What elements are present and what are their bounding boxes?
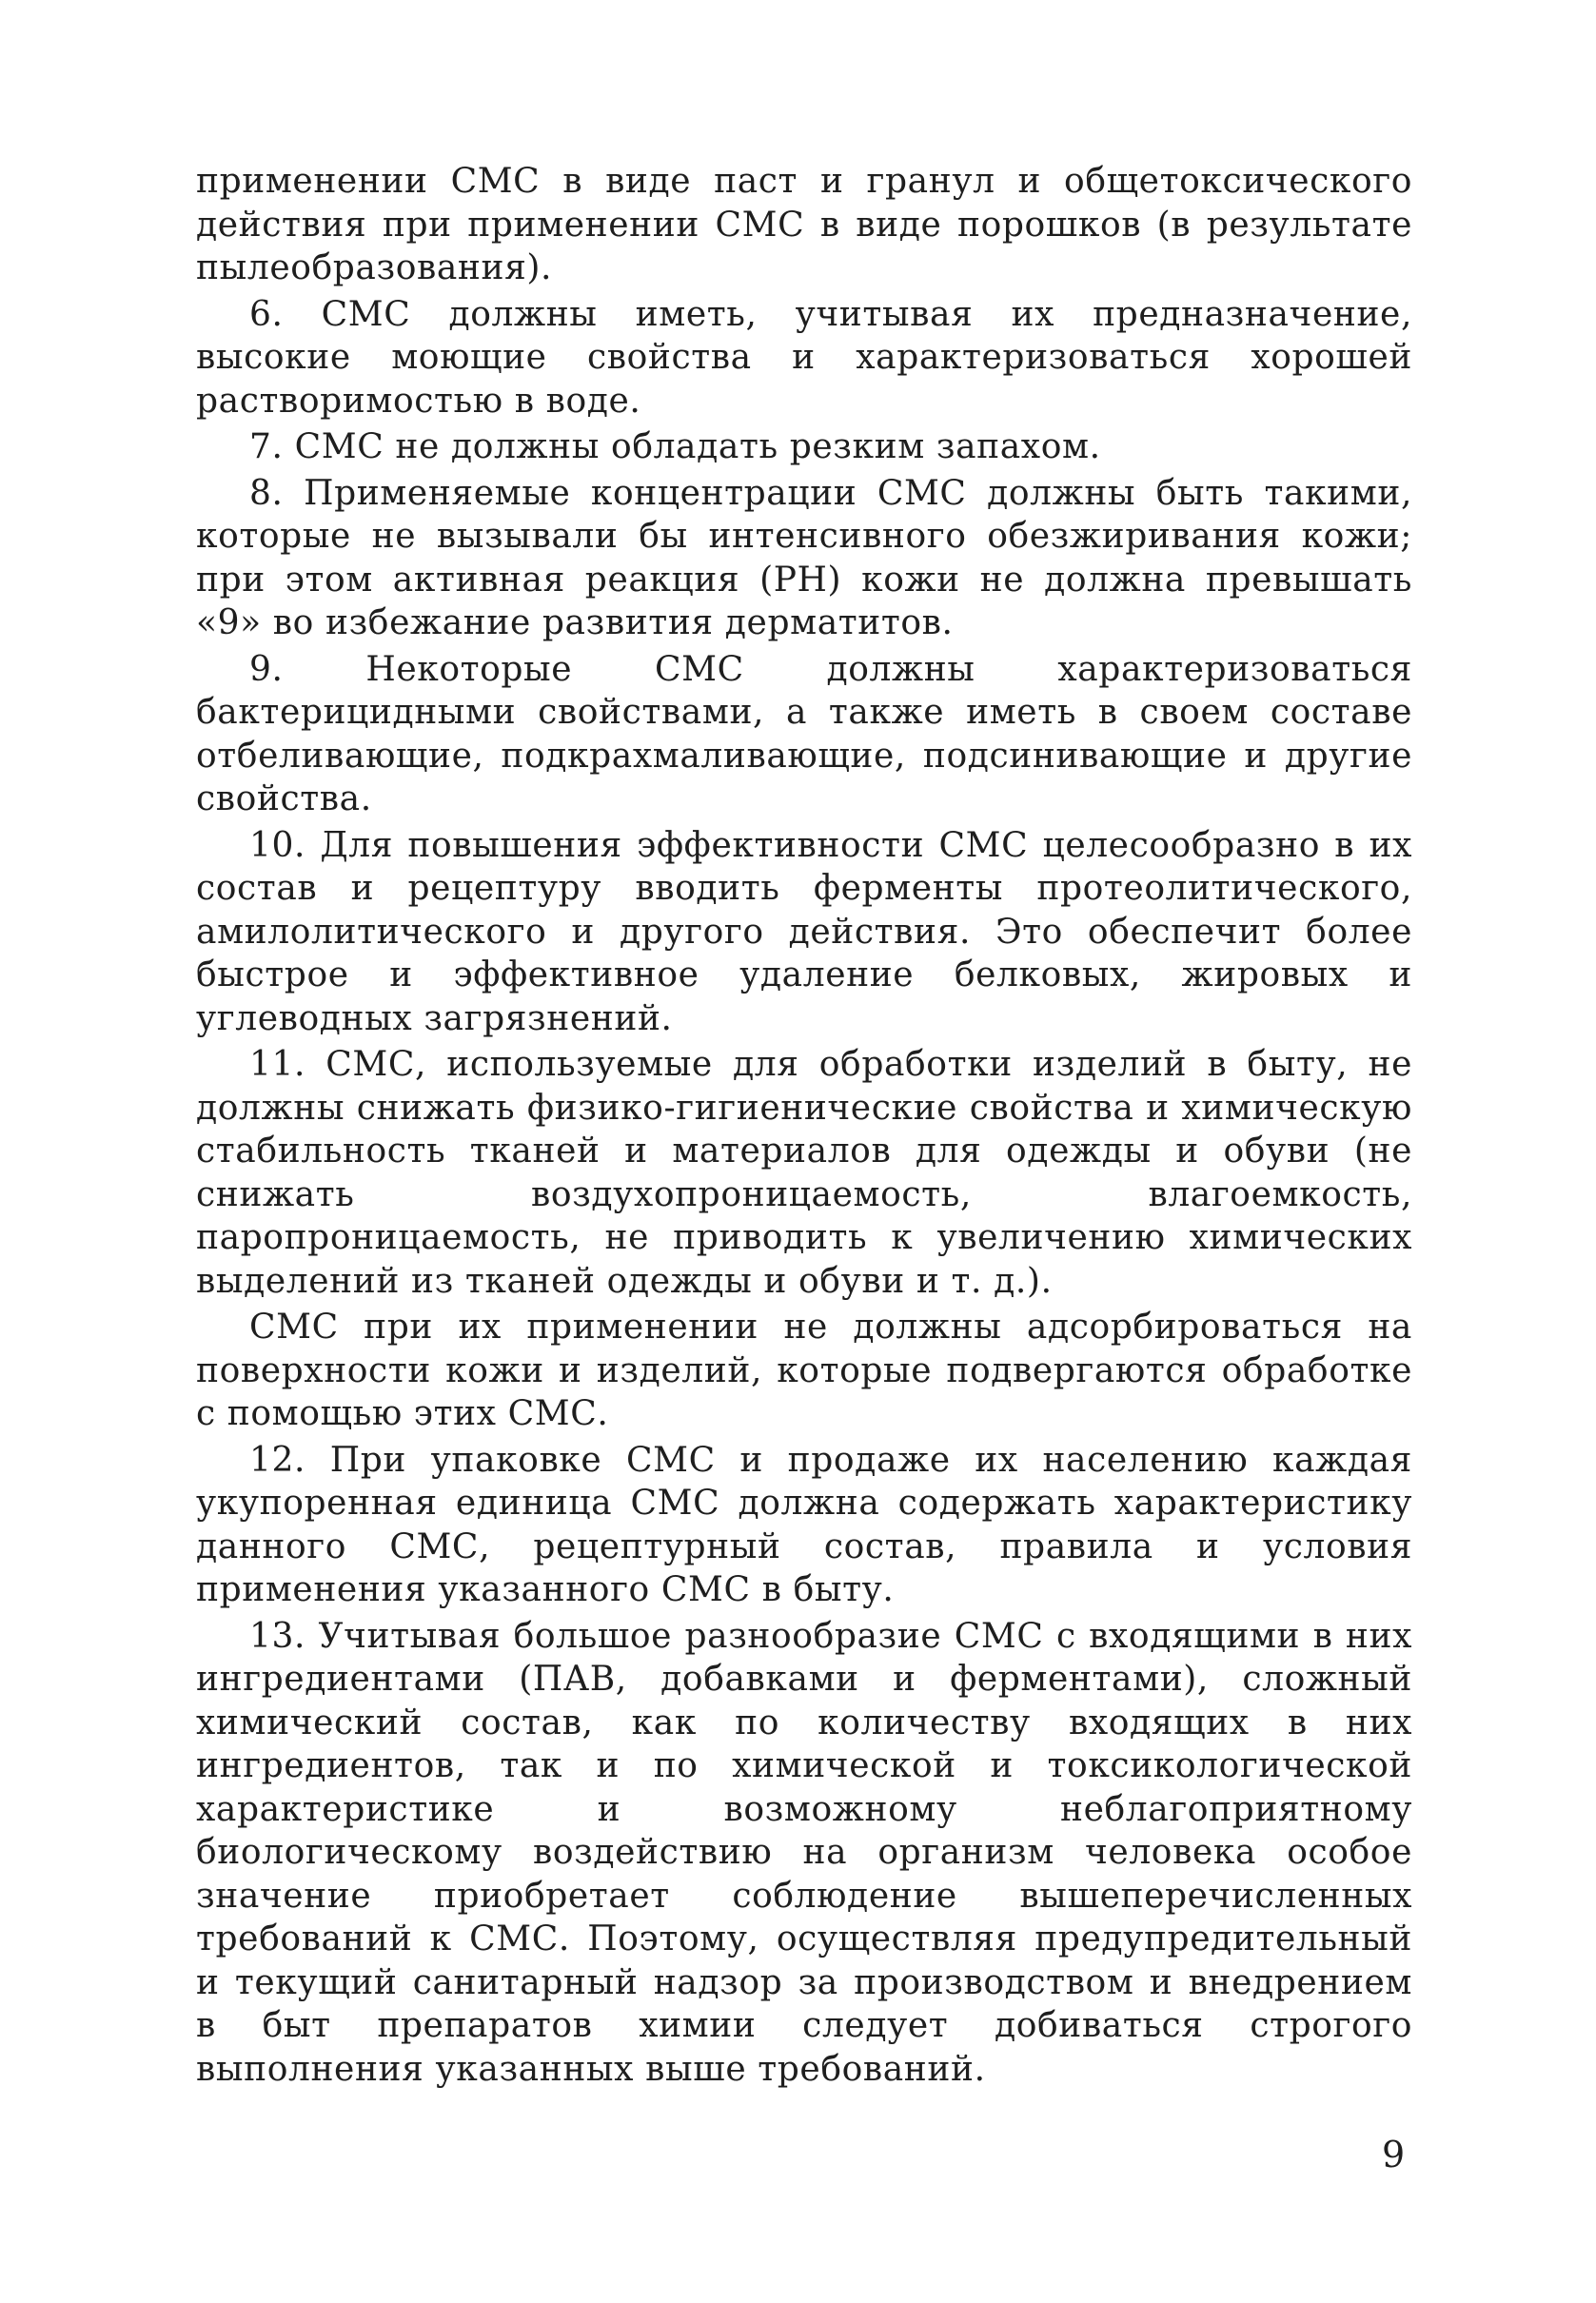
paragraph-item-7: 7. СМС не должны обладать резким запахом. [249,427,1101,466]
paragraph-item-6: 6. СМС должны иметь, учитывая их предназначение, высокие моющие свойства и характеризоваться хорошей растворимостью в воде. [196,294,1412,421]
paragraph-item-8: 8. Применяемые концентрации СМС должны быть такими, которые не вызывали бы интенсивного обезжиривания кожи; при этом активная реакция (PH) кожи не должна превышать «9» во избежание развития дерматитов. [196,473,1412,642]
paragraph-item-11-note: СМС при их применении не должны адсорбироваться на поверхности кожи и изделий, которые подвергаются обработке с помощью этих СМС. [196,1308,1412,1433]
paragraph-item-10: 10. Для повышения эффективности СМС целесообразно в их состав и рецептуру вводить ферменты протеолитического, амилолитического и другого действия. Это обеспечит более быстрое и эффективное удаление белковых, жировых и углеводных загрязнений. [196,825,1412,1038]
page-number: 9 [1382,2134,1406,2175]
paragraph-item-9: 9. Некоторые СМС должны характеризоваться бактерицидными свойствами, а также иметь в своем составе отбеливающие, подкрахмаливающие, подсинивающие и другие свойства. [196,649,1412,818]
paragraph-item-13: 13. Учитывая большое разнообразие СМС с входящими в них ингредиентами (ПАВ, добавками и ферментами), сложный химический состав, как по количеству входящих в них ингредиентов, так и по химической и токсикологической характеристике и возможному неблагоприятному биологическому воздействию на организм человека особое значение приобретает соблюдение вышеперечисленных требований к СМС. Поэтому, осуществляя предупредительный и текущий санитарный надзор за производством и внедрением в быт препаратов химии следует добиваться строгого выполнения указанных выше требований. [196,1616,1412,2089]
body-text [196,160,1412,2094]
paragraph-item-11: 11. СМС, используемые для обработки изделий в быту, не должны снижать физико-гигиенические свойства и химическую стабильность тканей и материалов для одежды и обуви (не снижать воздухопроницаемость, влагоемкость, паропроницаемость, не приводить к увеличению химических выделений из тканей одежды и обуви и т. д.). [196,1045,1412,1301]
paragraph-item-12: 12. При упаковке СМС и продаже их населению каждая укупоренная единица СМС должна содержать характеристику данного СМС, рецептурный состав, правила и условия применения указанного СМС в быту. [196,1440,1412,1609]
paragraph-continuation: применении СМС в виде паст и гранул и общетоксического действия при применении СМС в виде порошков (в результате пылеобразования). [196,162,1412,287]
